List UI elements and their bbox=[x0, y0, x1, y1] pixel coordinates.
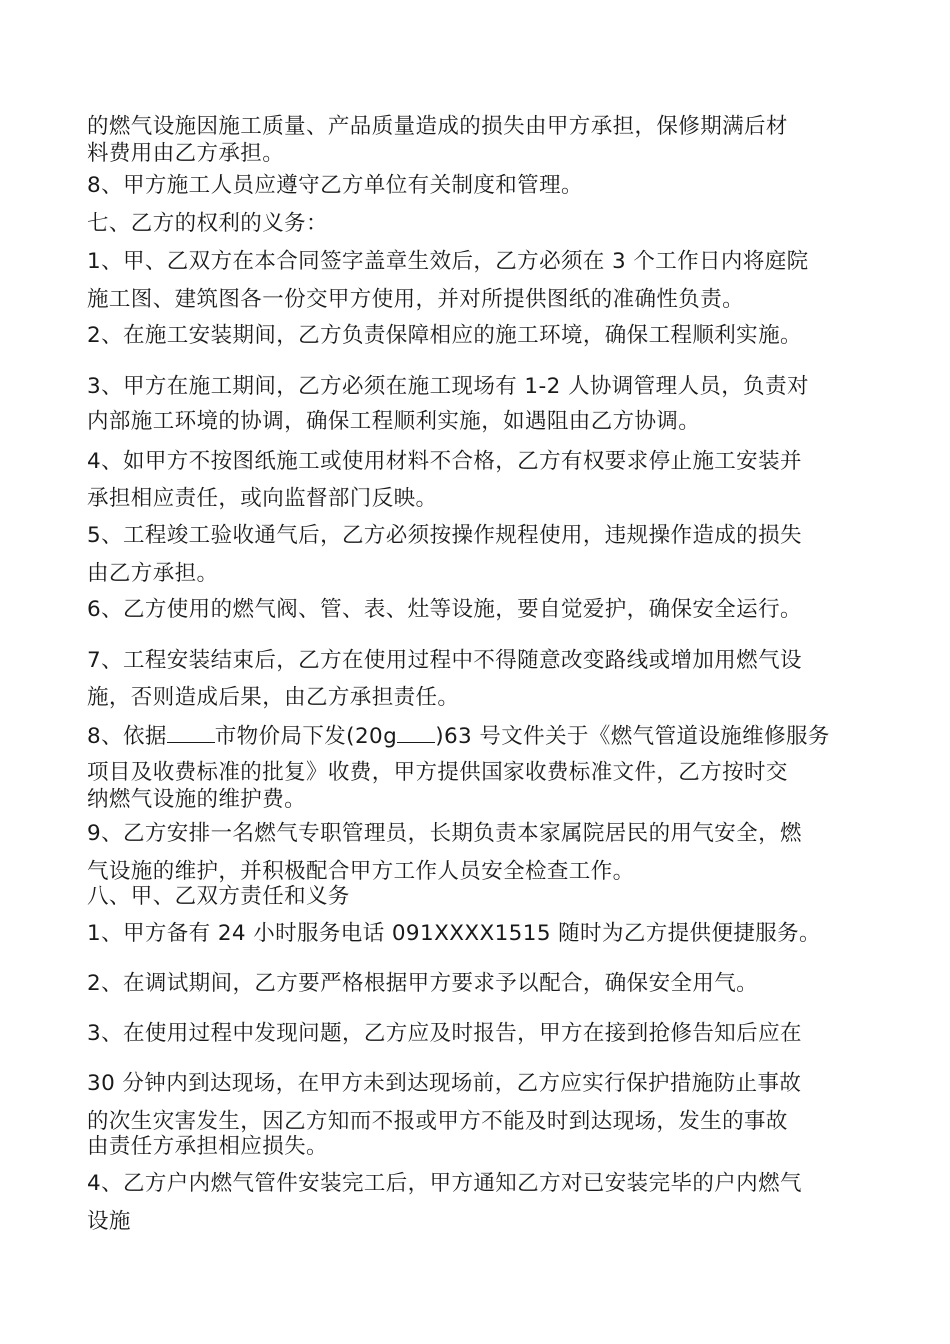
fill-in-blank bbox=[167, 722, 215, 743]
text-line: 项目及收费标准的批复》收费，甲方提供国家收费标准文件，乙方按时交 bbox=[87, 760, 788, 785]
section-heading: 七、乙方的权利的义务： bbox=[87, 211, 328, 236]
text-line: 9、乙方安排一名燃气专职管理员，长期负责本家属院居民的用气安全，燃 bbox=[87, 821, 802, 846]
text-line: 30 分钟内到达现场，在甲方未到达现场前，乙方应实行保护措施防止事故 bbox=[87, 1071, 802, 1096]
text-line: 8、甲方施工人员应遵守乙方单位有关制度和管理。 bbox=[87, 173, 583, 198]
text-line: 施工图、建筑图各一份交甲方使用，并对所提供图纸的准确性负责。 bbox=[87, 287, 745, 312]
line8-suffix: )63 号文件关于《燃气管道设施维修服务 bbox=[435, 724, 830, 749]
text-line: 的燃气设施因施工质量、产品质量造成的损失由甲方承担，保修期满后材 bbox=[87, 114, 788, 139]
section-heading: 八、甲、乙双方责任和义务 bbox=[87, 884, 350, 909]
text-line: 由乙方承担。 bbox=[87, 561, 219, 586]
text-line: 2、在施工安装期间，乙方负责保障相应的施工环境，确保工程顺利实施。 bbox=[87, 323, 802, 348]
text-line: 设施 bbox=[87, 1209, 131, 1234]
line8-middle: 市物价局下发(20g bbox=[214, 724, 398, 749]
text-line: 1、甲方备有 24 小时服务电话 091XXXX1515 随时为乙方提供便捷服务。 bbox=[87, 921, 821, 946]
text-line: 1、甲、乙双方在本合同签字盖章生效后，乙方必须在 3 个工作日内将庭院 bbox=[87, 249, 809, 274]
text-line: 4、乙方户内燃气管件安装完工后，甲方通知乙方对已安装完毕的户内燃气 bbox=[87, 1171, 802, 1196]
text-line: 料费用由乙方承担。 bbox=[87, 141, 285, 166]
text-line: 7、工程安装结束后，乙方在使用过程中不得随意改变路线或增加用燃气设 bbox=[87, 648, 802, 673]
text-line: 纳燃气设施的维护费。 bbox=[87, 787, 307, 812]
text-line: 由责任方承担相应损失。 bbox=[87, 1134, 328, 1159]
text-line: 施，否则造成后果，由乙方承担责任。 bbox=[87, 685, 460, 710]
text-line: 2、在调试期间，乙方要严格根据甲方要求予以配合，确保安全用气。 bbox=[87, 971, 759, 996]
line8-prefix: 8、依据 bbox=[87, 724, 167, 749]
fill-in-blank bbox=[397, 722, 435, 743]
text-line: 内部施工环境的协调，确保工程顺利实施，如遇阻由乙方协调。 bbox=[87, 409, 701, 434]
text-line: 4、如甲方不按图纸施工或使用材料不合格，乙方有权要求停止施工安装并 bbox=[87, 449, 802, 474]
text-line: 6、乙方使用的燃气阀、管、表、灶等设施，要自觉爱护，确保安全运行。 bbox=[87, 597, 802, 622]
text-line: 承担相应责任，或向监督部门反映。 bbox=[87, 486, 438, 511]
text-line: 的次生灾害发生，因乙方知而不报或甲方不能及时到达现场，发生的事故 bbox=[87, 1109, 788, 1134]
text-line: 5、工程竣工验收通气后，乙方必须按操作规程使用，违规操作造成的损失 bbox=[87, 523, 802, 548]
text-line: 3、在使用过程中发现问题，乙方应及时报告，甲方在接到抢修告知后应在 bbox=[87, 1021, 802, 1046]
text-line: 3、甲方在施工期间，乙方必须在施工现场有 1-2 人协调管理人员，负责对 bbox=[87, 374, 809, 399]
text-line: 气设施的维护，并积极配合甲方工作人员安全检查工作。 bbox=[87, 859, 635, 884]
text-line-with-blanks bbox=[87, 722, 830, 751]
